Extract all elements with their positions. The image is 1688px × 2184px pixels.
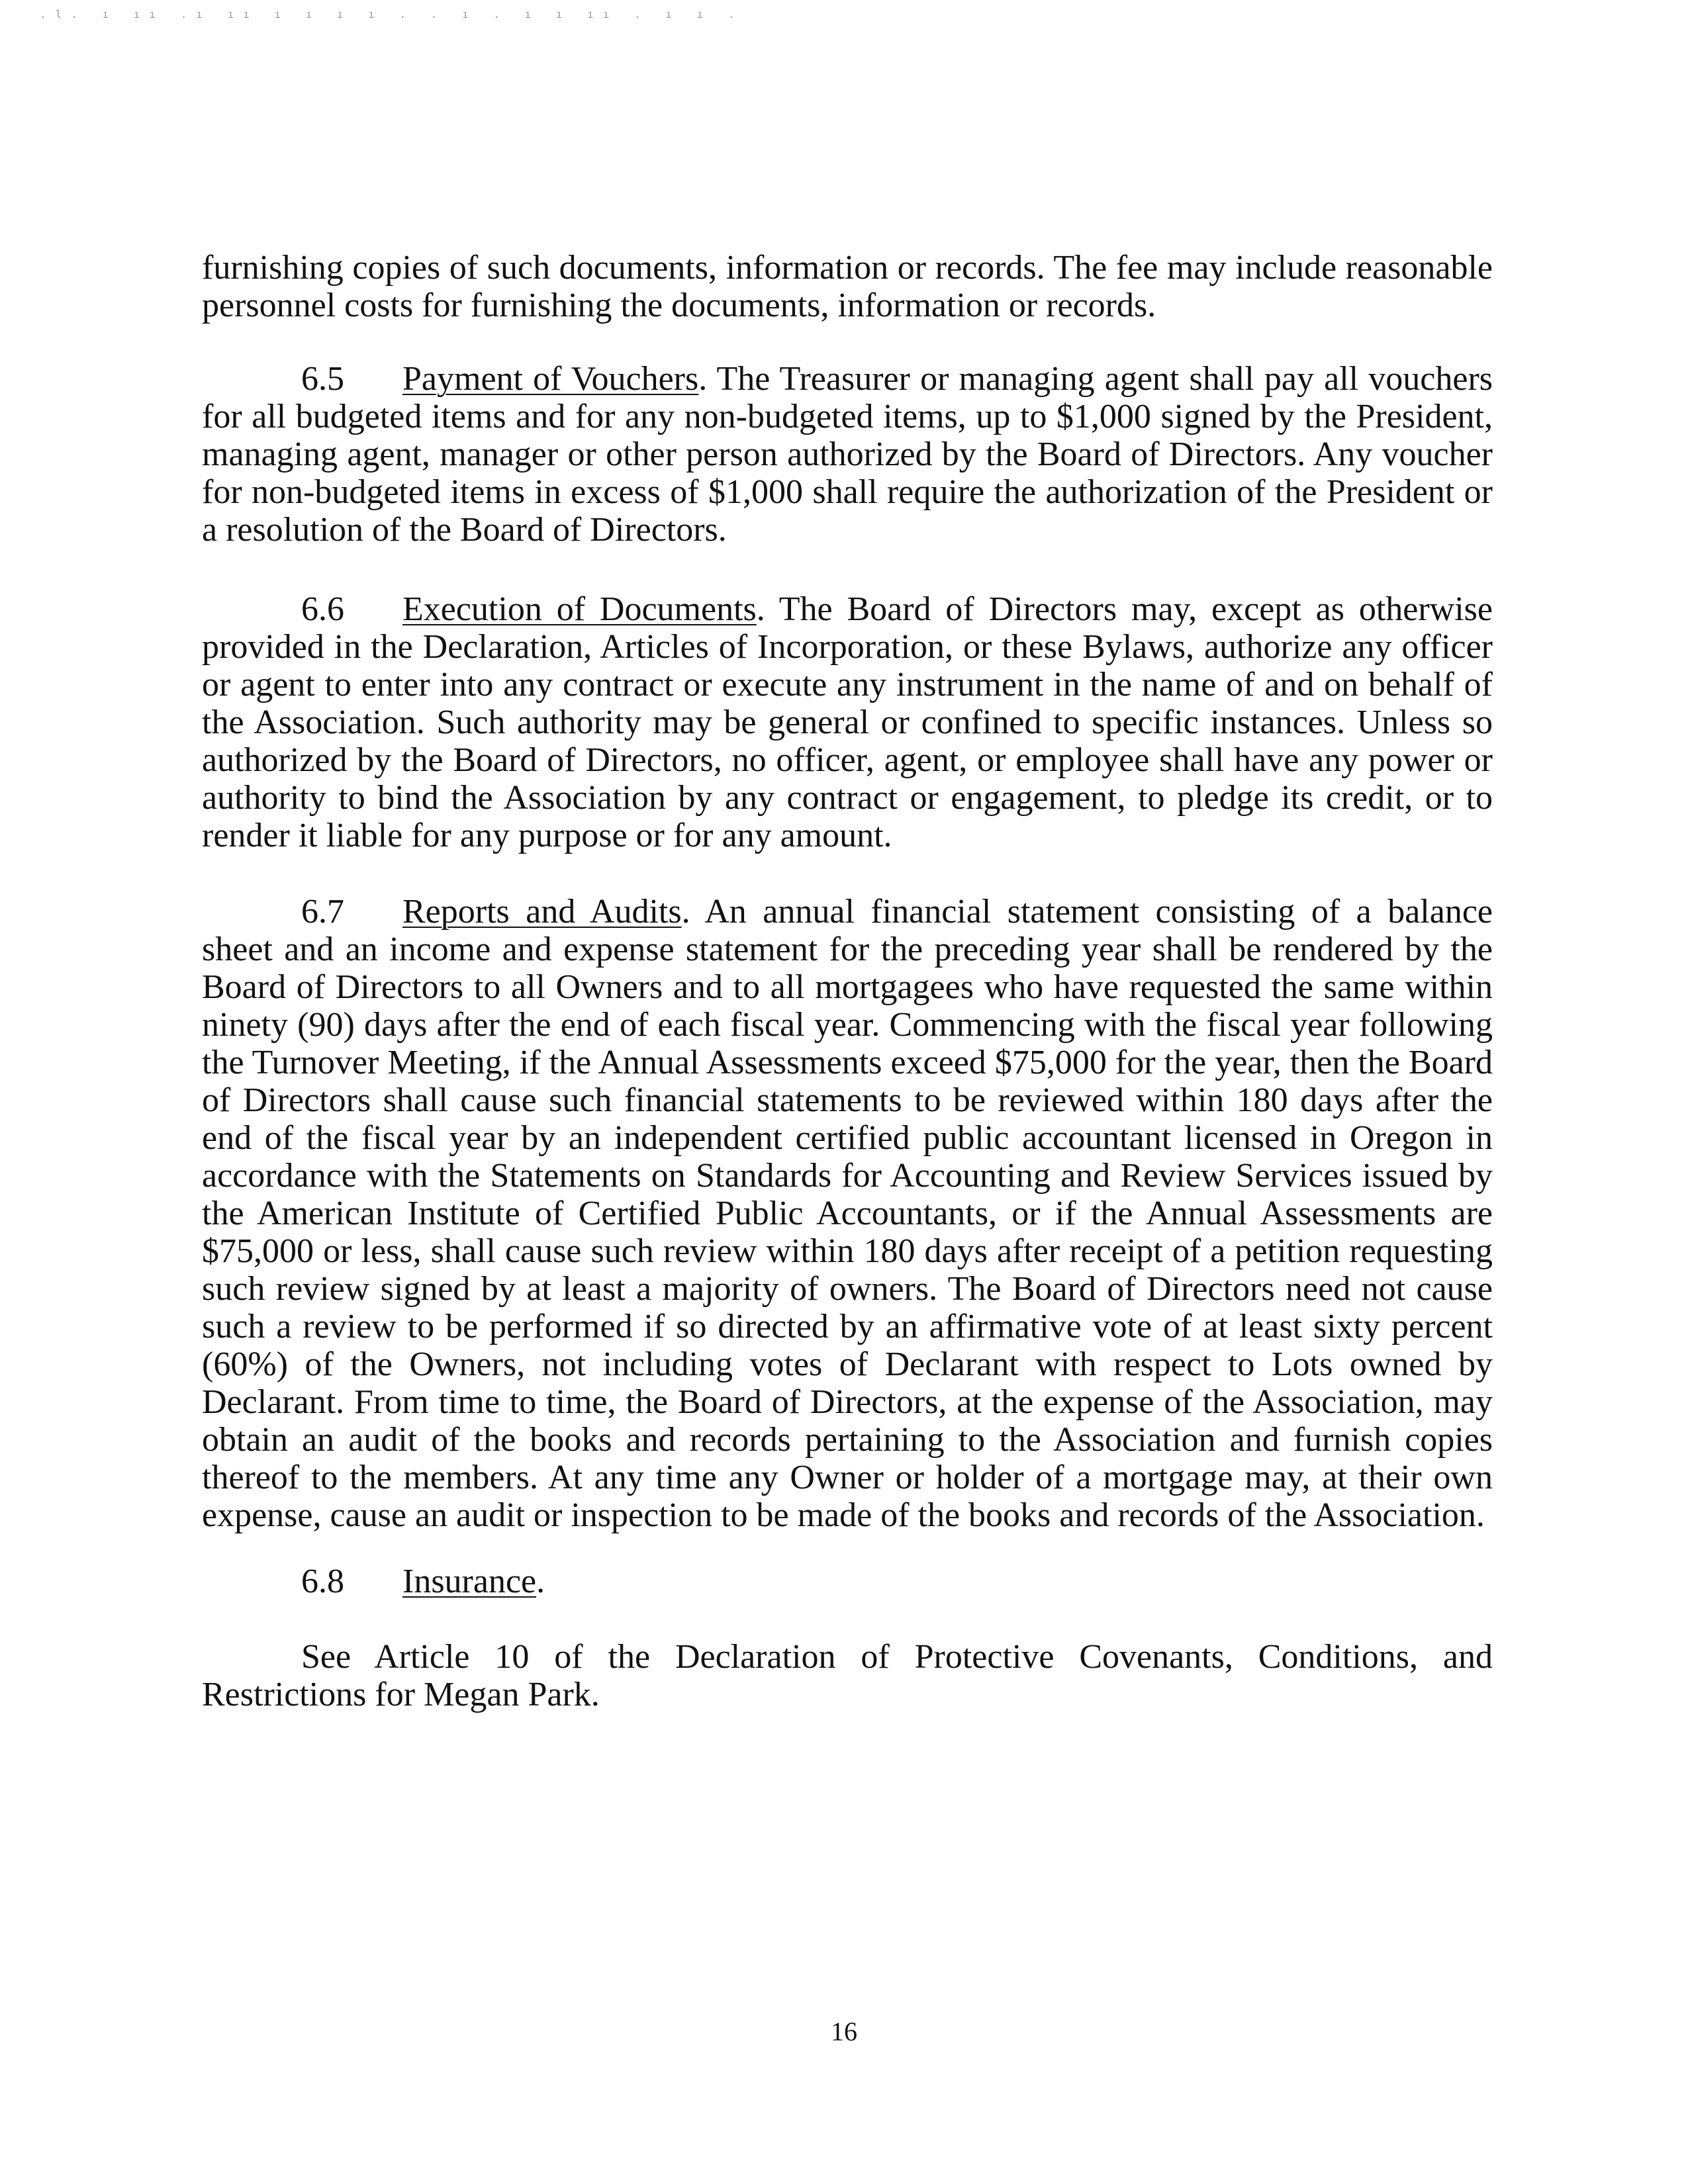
section-body: The Board of Directors may, except as otherwise provided in the Declaration, Articles of Incorporation, or these Bylaws, authorize any officer or agent to enter into any contract or execute any instrument in the name of and on behalf of the Association. Such authority may be general or confined to specific instances. Unless so authorized by the Board of Directors, no officer, agent, or employee shall have any power or authority to bind the Association by any contract or engagement, to pledge its credit, or to render it liable for any purpose or for any amount.	[202, 590, 1493, 854]
section-paragraph: 6.8 Insurance.	[301, 1563, 545, 1600]
continued-paragraph-block	[202, 249, 1493, 324]
section-paragraph: 6.5 Payment of Vouchers. The Treasurer or managing agent shall pay all vouchers for all budgeted items and for any non-budgeted items, up to $1,000 signed by the President, managing agent, manager or other person authorized by the Board of Directors. Any voucher for non-budgeted items in excess of $1,000 shall require the authorization of the President or a resolution of the Board of Directors.	[202, 360, 1493, 549]
section-6-6	[202, 590, 1493, 854]
section-number: 6.6	[301, 590, 344, 628]
section-title: Payment of Vouchers	[402, 360, 699, 398]
continued-paragraph: furnishing copies of such documents, information or records. The fee may include reasonable personnel costs for furnishing the documents, information or records.	[202, 249, 1493, 324]
section-number: 6.7	[301, 893, 344, 931]
section-number: 6.8	[301, 1563, 344, 1600]
insurance-note-block	[202, 1638, 1493, 1713]
section-title: Reports and Audits	[402, 893, 682, 931]
section-title: Insurance	[402, 1563, 537, 1600]
section-paragraph: 6.7 Reports and Audits. An annual financial statement consisting of a balance sheet and an income and expense statement for the preceding year shall be rendered by the Board of Directors to all Owners and to all mortgagees who have requested the same within ninety (90) days after the end of each fiscal year. Commencing with the fiscal year following the Turnover Meeting, if the Annual Assessments exceed $75,000 for the year, then the Board of Directors shall cause such financial statements to be reviewed within 180 days after the end of the fiscal year by an independent certified public accountant licensed in Oregon in accordance with the Statements on Standards for Accounting and Review Services issued by the American Institute of Certified Public Accountants, or if the Annual Assessments are $75,000 or less, shall cause such review within 180 days after receipt of a petition requesting such review signed by at least a majority of owners. The Board of Directors need not cause such a review to be performed if so directed by an affirmative vote of at least sixty percent (60%) of the Owners, not including votes of Declarant with respect to Lots owned by Declarant. From time to time, the Board of Directors, at the expense of the Association, may obtain an audit of the books and records pertaining to the Association and furnish copies thereof to the members. At any time any Owner or holder of a mortgage may, at their own expense, cause an audit or inspection to be made of the books and records of the Association.	[202, 893, 1493, 1534]
scan-artifact-header: .l. ı ıı .ı ıı ı ı ı ı . . ı . ı ı ıı . ı ı .	[40, 8, 744, 21]
section-6-7	[202, 893, 1493, 1534]
section-6-5	[202, 360, 1493, 549]
section-6-8	[202, 1563, 1493, 1600]
section-number: 6.5	[301, 360, 344, 398]
section-body: An annual financial statement consisting of a balance sheet and an income and expense statement for the preceding year shall be rendered by the Board of Directors to all Owners and to all mortgagees who have requested the same within ninety (90) days after the end of each fiscal year. Commencing with the fiscal year following the Turnover Meeting, if the Annual Assessments exceed $75,000 for the year, then the Board of Directors shall cause such financial statements to be reviewed within 180 days after the end of the fiscal year by an independent certified public accountant licensed in Oregon in accordance with the Statements on Standards for Accounting and Review Services issued by the American Institute of Certified Public Accountants, or if the Annual Assessments are $75,000 or less, shall cause such review within 180 days after receipt of a petition requesting such review signed by at least a majority of owners. The Board of Directors need not cause such a review to be performed if so directed by an affirmative vote of at least sixty percent (60%) of the Owners, not including votes of Declarant with respect to Lots owned by Declarant. From time to time, the Board of Directors, at the expense of the Association, may obtain an audit of the books and records pertaining to the Association and furnish copies thereof to the members. At any time any Owner or holder of a mortgage may, at their own expense, cause an audit or inspection to be made of the books and records of the Association.	[202, 893, 1493, 1534]
section-paragraph: 6.6 Execution of Documents. The Board of Directors may, except as otherwise provided in the Declaration, Articles of Incorporation, or these Bylaws, authorize any officer or agent to enter into any contract or execute any instrument in the name of and on behalf of the Association. Such authority may be general or confined to specific instances. Unless so authorized by the Board of Directors, no officer, agent, or employee shall have any power or authority to bind the Association by any contract or engagement, to pledge its credit, or to render it liable for any purpose or for any amount.	[202, 590, 1493, 854]
section-title: Execution of Documents	[402, 590, 757, 628]
insurance-note: See Article 10 of the Declaration of Protective Covenants, Conditions, and Restrictions for Megan Park.	[202, 1638, 1493, 1713]
page-number: 16	[831, 2017, 857, 2046]
section-body: The Treasurer or managing agent shall pay all vouchers for all budgeted items and for any non-budgeted items, up to $1,000 signed by the President, managing agent, manager or other person authorized by the Board of Directors. Any voucher for non-budgeted items in excess of $1,000 shall require the authorization of the President or a resolution of the Board of Directors.	[202, 360, 1493, 549]
